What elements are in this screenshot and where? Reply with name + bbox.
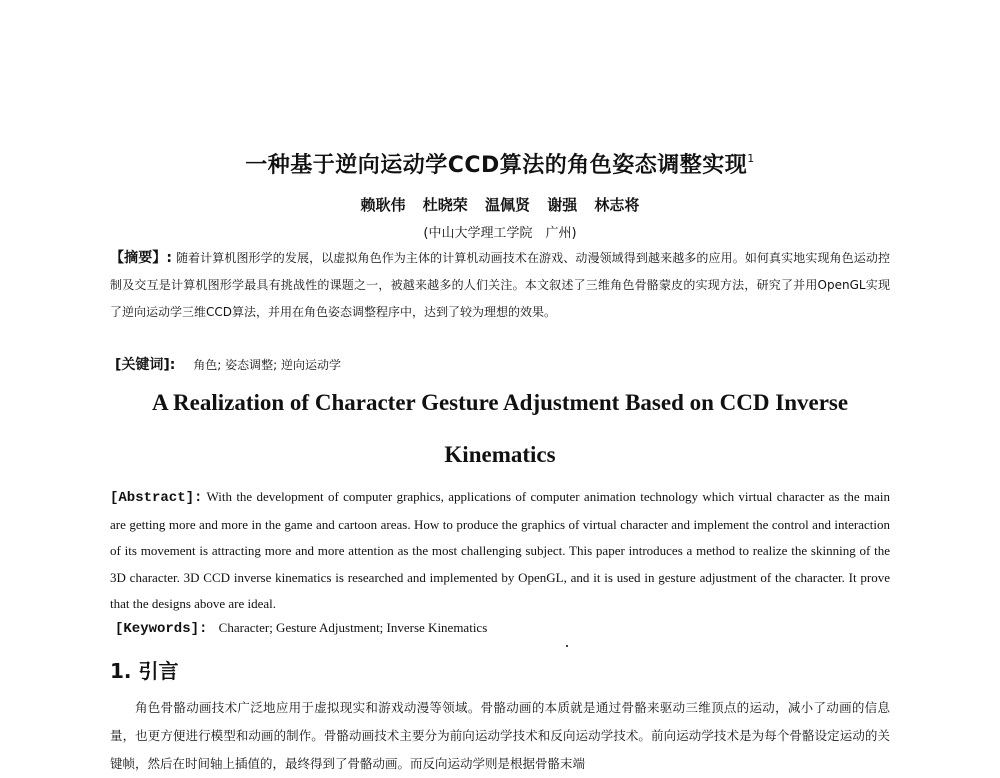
keywords-chinese bbox=[115, 354, 341, 374]
scan-speck bbox=[566, 645, 568, 647]
title-footnote-mark: 1 bbox=[747, 151, 755, 165]
abstract-en-label: [Abstract]: bbox=[110, 490, 203, 506]
abstract-en-text: With the development of computer graphics, applications of computer animation technology which virtual character as the main are getting more and more in the game and cartoon areas. How to produce the graphics of virtual character and implement the control and interaction of its movement is attracting more and more attention as the most challenging subject. This paper introduces a method to realize the skinning of the 3D character. 3D CCD inverse kinematics is researched and implemented by OpenGL, and it is used in gesture adjustment of the character. It prove that the designs above are ideal. bbox=[110, 489, 890, 611]
section-1-heading: 1. 引言 bbox=[110, 659, 179, 683]
title-cn-text: 一种基于逆向运动学CCD算法的角色姿态调整实现 bbox=[245, 153, 748, 178]
keywords-cn-text: 角色; 姿态调整; 逆向运动学 bbox=[193, 358, 341, 372]
keywords-cn-label: [关键词]: bbox=[115, 357, 176, 373]
affiliation-line: (中山大学理工学院 广州) bbox=[423, 226, 577, 241]
paper-title-english-line1: A Realization of Character Gesture Adjustment Based on CCD Inverse bbox=[151, 390, 849, 415]
keywords-en-text: Character; Gesture Adjustment; Inverse Kinematics bbox=[218, 620, 488, 635]
abstract-english bbox=[110, 484, 890, 618]
paper-title-chinese bbox=[0, 148, 1000, 179]
abstract-cn-label: 【摘要】: bbox=[110, 250, 173, 266]
abstract-chinese bbox=[110, 245, 890, 326]
keywords-english bbox=[115, 620, 487, 637]
authors-line: 赖耿伟 杜晓荣 温佩贤 谢强 林志将 bbox=[360, 196, 640, 214]
keywords-en-label: [Keywords]: bbox=[115, 621, 208, 637]
paper-title-english-line2: Kinematics bbox=[444, 442, 556, 467]
abstract-cn-text: 随着计算机图形学的发展，以虚拟角色作为主体的计算机动画技术在游戏、动漫领域得到越来越多的应用。如何真实地实现角色运动控制及交互是计算机图形学最具有挑战性的课题之一，被越来越多的人们关注。本文叙述了三维角色骨骼蒙皮的实现方法，研究了并用OpenGL实现了逆向运动学三维CCD算法，并用在角色姿态调整程序中，达到了较为理想的效果。 bbox=[110, 251, 890, 319]
section-1-body: 角色骨骼动画技术广泛地应用于虚拟现实和游戏动漫等领域。骨骼动画的本质就是通过骨骼来驱动三维顶点的运动，减小了动画的信息量，也更方便进行模型和动画的制作。骨骼动画技术主要分为前向运动学技术和反向运动学技术。前向运动学技术是为每个骨骼设定运动的关键帧，然后在时间轴上插值的，最终得到了骨骼动画。而反向运动学则是根据骨骼末端 bbox=[110, 700, 890, 771]
